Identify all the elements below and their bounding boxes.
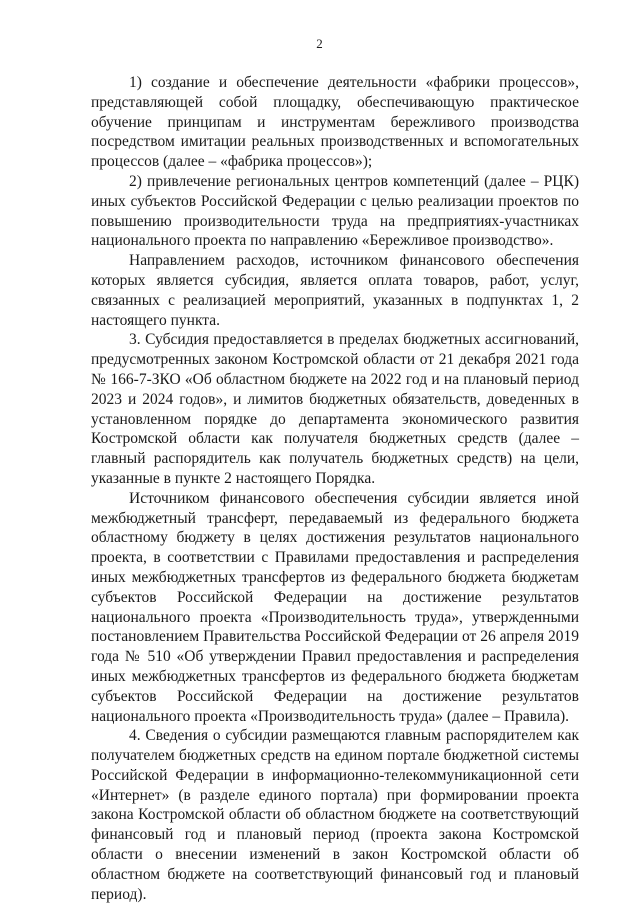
paragraph-funding-source: Источником финансового обеспечения субсидии является иной межбюджетный трансферт, передаваемый из федерального бюджета областному бюджету в целях достижения результатов национального проекта, в соответствии с Правилами предоставления и распределения иных межбюджетных трансфертов из федерального бюджета бюджетам субъектов Российской Федерации на достижение результатов национального проекта «Производительность труда», утвержденными постановлением Правительства Российской Федерации от 26 апреля 2019 года № 510 «Об утверждении Правил предоставления и распределения иных межбюджетных трансфертов из федерального бюджета бюджетам субъектов Российской Федерации на достижение результатов национального проекта «Производительность труда» (далее – Правила). <box>91 489 579 725</box>
paragraph-expense-direction: Направлением расходов, источником финансового обеспечения которых является субсидия, является оплата товаров, работ, услуг, связанных с реализацией мероприятий, указанных в подпунктах 1, 2 настоящего пункта. <box>91 252 579 329</box>
paragraph-point-3-subsidy-limits: 3. Субсидия предоставляется в пределах бюджетных ассигнований, предусмотренных законом Костромской области от 21 декабря 2021 года № 166-7-ЗКО «Об областном бюджете на 2022 год и на плановый период 2023 и 2024 годов», и лимитов бюджетных обязательств, доведенных в установленном порядке до департамента экономического развития Костромской области как получателя бюджетных средств (далее – главный распорядитель как получатель бюджетных средств) на цели, указанные в пункте 2 настоящего Порядка. <box>91 331 579 487</box>
document-body <box>91 73 579 904</box>
paragraph-point-4-publication: 4. Сведения о субсидии размещаются главным распорядителем как получателем бюджетных средств на едином портале бюджетной системы Российской Федерации в информационно-телекоммуникационной сети «Интернет» (в разделе единого портала) при формировании проекта закона Костромской области об областном бюджете на соответствующий финансовый год и плановый период (проекта закона Костромской области о внесении изменений в закон Костромской области об областном бюджете на соответствующий финансовый год и плановый период). <box>91 727 579 903</box>
paragraph-item-1-fabrika: 1) создание и обеспечение деятельности «фабрики процессов», представляющей собой площадку, обеспечивающую практическое обучение принципам и инструментам бережливого производства посредством имитации реальных производственных и вспомогательных процессов (далее – «фабрика процессов»); <box>91 74 579 171</box>
page-number: 2 <box>316 36 323 51</box>
paragraph-item-2-rck: 2) привлечение региональных центров компетенций (далее – РЦК) иных субъектов Российской Федерации с целью реализации проектов по повышению производительности труда на предприятиях-участниках национального проекта по направлению «Бережливое производство». <box>91 172 579 250</box>
